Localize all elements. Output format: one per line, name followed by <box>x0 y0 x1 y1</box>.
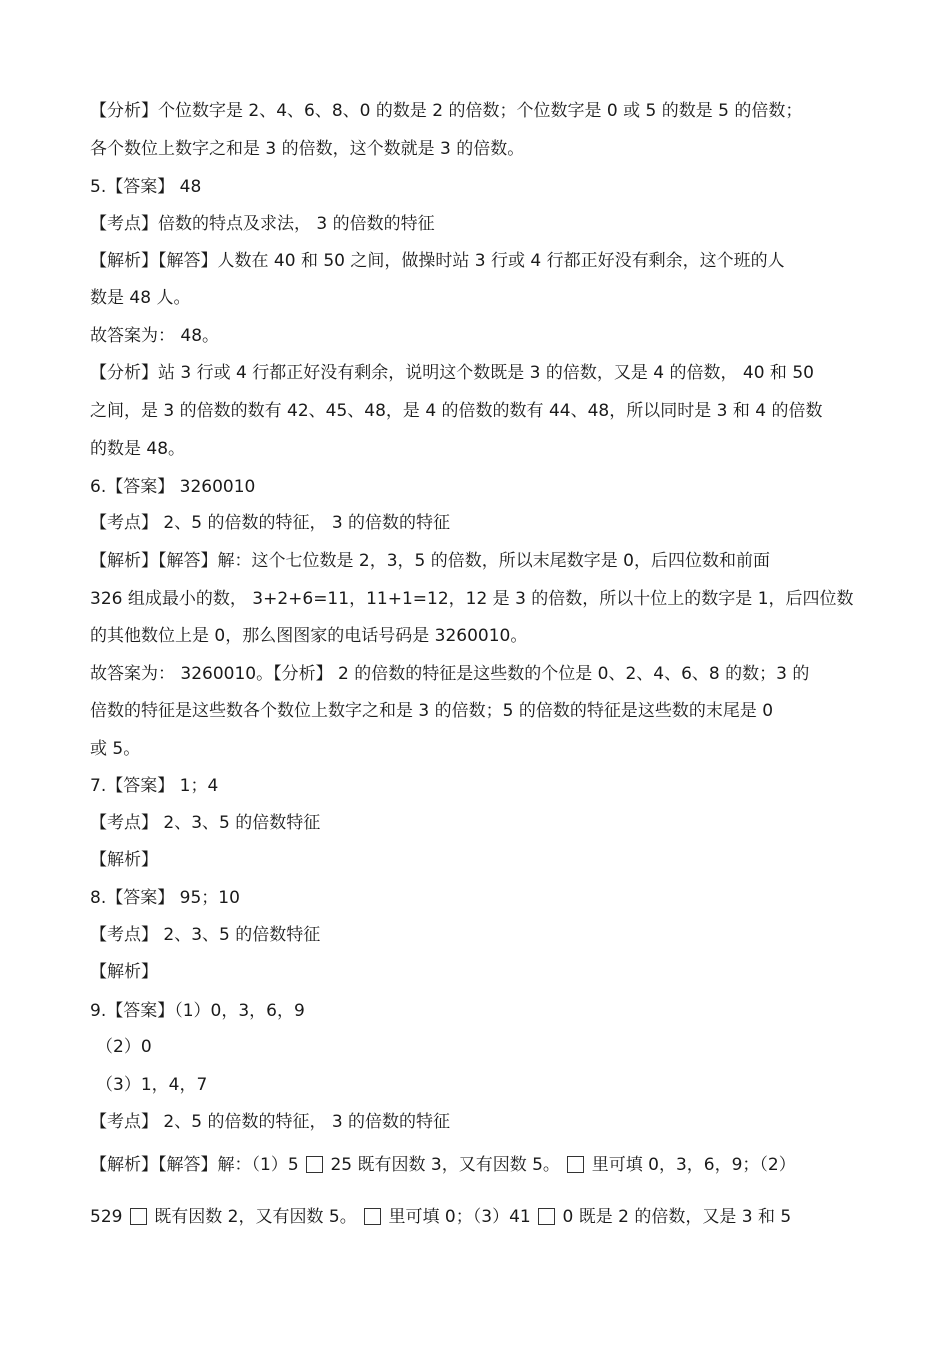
text-line-with-boxes <box>90 1155 796 1175</box>
blank-box <box>364 1208 381 1225</box>
text-fragment: 里可填 0，3，6，9；（2） <box>591 1155 796 1175</box>
text-line: 【解析】【解答】解：这个七位数是 2，3，5 的倍数，所以末尾数字是 0，后四位数和前面 <box>90 551 770 571</box>
text-fragment: 里可填 0；（3）41 <box>388 1207 531 1227</box>
answer-heading: 5.【答案】 48 <box>90 177 202 197</box>
text-line: 【解析】 <box>90 962 158 982</box>
text-line: 之间，是 3 的倍数的数有 42、45、48，是 4 的倍数的数有 44、48，所以同时是 3 和 4 的倍数 <box>90 401 823 421</box>
text-line: 【考点】 2、3、5 的倍数特征 <box>90 813 321 833</box>
text-fragment: 既有因数 2，又有因数 5。 <box>154 1207 357 1227</box>
text-line: 【考点】倍数的特点及求法， 3 的倍数的特征 <box>90 214 435 234</box>
text-line-with-boxes <box>90 1207 791 1227</box>
text-fragment: 529 <box>90 1207 123 1227</box>
text-line: 【解析】 <box>90 850 158 870</box>
text-line: 326 组成最小的数， 3+2+6=11，11+1=12，12 是 3 的倍数，所以十位上的数字是 1，后四位数 <box>90 589 854 609</box>
text-line: （2）0 <box>96 1037 152 1057</box>
text-line: 故答案为： 48。 <box>90 326 220 346</box>
blank-box <box>130 1208 147 1225</box>
text-line: 【分析】个位数字是 2、4、6、8、0 的数是 2 的倍数；个位数字是 0 或 5 的数是 5 的倍数； <box>90 101 803 121</box>
text-line: 【考点】 2、5 的倍数的特征， 3 的倍数的特征 <box>90 1112 451 1132</box>
text-line: 【分析】站 3 行或 4 行都正好没有剩余，说明这个数既是 3 的倍数，又是 4 的倍数， 40 和 50 <box>90 363 814 383</box>
text-line: 的其他数位上是 0，那么图图家的电话号码是 3260010。 <box>90 626 528 646</box>
text-line: 故答案为： 3260010。【分析】 2 的倍数的特征是这些数的个位是 0、2、4、6、8 的数；3 的 <box>90 664 810 684</box>
text-line: 【考点】 2、5 的倍数的特征， 3 的倍数的特征 <box>90 513 451 533</box>
text-line: 的数是 48。 <box>90 439 186 459</box>
text-fragment: 0 既是 2 的倍数，又是 3 和 5 <box>562 1207 792 1227</box>
answer-heading: 8.【答案】 95；10 <box>90 888 240 908</box>
answer-heading: 7.【答案】 1；4 <box>90 776 219 796</box>
text-line: 数是 48 人。 <box>90 288 191 308</box>
text-fragment: 【解析】【解答】解：（1）5 <box>90 1155 299 1175</box>
text-line: （3）1，4，7 <box>96 1075 208 1095</box>
blank-box <box>306 1156 323 1173</box>
text-line: 倍数的特征是这些数各个数位上数字之和是 3 的倍数；5 的倍数的特征是这些数的末尾是 0 <box>90 701 774 721</box>
text-line: 各个数位上数字之和是 3 的倍数，这个数就是 3 的倍数。 <box>90 139 525 159</box>
blank-box <box>538 1208 555 1225</box>
blank-box <box>567 1156 584 1173</box>
answer-heading: 6.【答案】 3260010 <box>90 477 256 497</box>
text-line: 【解析】【解答】人数在 40 和 50 之间，做操时站 3 行或 4 行都正好没有剩余，这个班的人 <box>90 251 785 271</box>
text-fragment: 25 既有因数 3，又有因数 5。 <box>330 1155 560 1175</box>
text-line: 【考点】 2、3、5 的倍数特征 <box>90 925 321 945</box>
answer-heading: 9.【答案】（1）0，3，6，9 <box>90 1001 305 1021</box>
text-line: 或 5。 <box>90 739 141 759</box>
